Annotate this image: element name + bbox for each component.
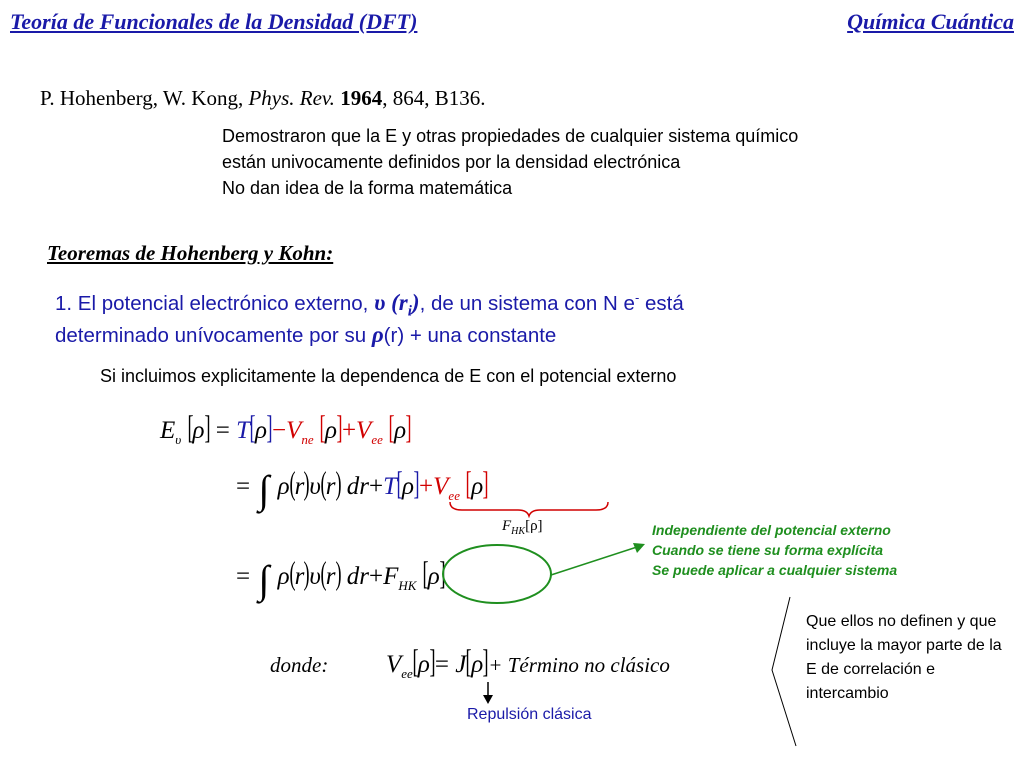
rho-symbol: ρ [371,322,384,347]
explicit-dependence-note: Si incluimos explicitamente la dependenca de E con el potencial externo [100,366,677,386]
eq1-minus: − [272,417,287,444]
eq3-equals: = [236,563,251,590]
repulsion-label: Repulsión clásica [467,706,592,723]
eq2-rho: ρ [277,473,290,500]
eq2-rp1: ) [303,466,310,502]
reference-year: 1964 [340,86,383,110]
eq3-upsilon: υ [309,563,321,590]
eq1-sub-v: υ [175,432,182,447]
brace-label-F: F [502,518,512,534]
eq2-r1: r [294,473,305,500]
eq3-integral: ∫ [258,557,270,602]
eq3-lp2: ( [320,556,327,592]
eq1-lb2: [ [249,410,256,446]
eq1-lb1: [ [186,410,194,446]
eq1-rb1: ] [203,410,211,446]
theorems-heading: Teoremas de Hohenberg y Kohn: [47,241,334,265]
eq4-sub-ee: ee [401,666,413,681]
theorem-text-c: está [639,292,684,315]
eq4-rb1: ] [429,644,436,680]
theorem-text-a: 1. El potencial electrónico externo, [55,292,369,315]
eq2-T: T [383,473,398,500]
green-arrow-line [551,546,640,575]
eq1-V2: V [356,417,372,444]
electron-sup: - [634,290,640,306]
eq3-F: F [383,563,399,590]
eq3-lp1: ( [289,556,296,592]
brace-label-arg: [ρ] [525,518,543,534]
eq2-lb2: [ [465,466,472,502]
eq1-sub-ne: ne [301,432,314,447]
note-line-2: están univocamente definidos por la densidad electrónica [222,152,681,172]
eq2-lp1: ( [289,466,296,502]
donde-label: donde: [270,653,329,677]
eq2-upsilon: υ [309,473,321,500]
green-notes [652,520,897,580]
eq3-rho2: ρ [427,563,440,590]
eq4-rb2: ] [482,644,489,680]
eq1-equals: = [215,417,230,444]
slide-title: Teoría de Funcionales de la Densidad (DFT) [10,9,418,34]
equation-donde [386,646,670,682]
eq3-rho: ρ [277,563,290,590]
eq1-rb2: ] [266,410,273,446]
theorem-text-b: , de un sistema con N e [419,292,635,315]
eq2-lb1: [ [396,466,403,502]
eq2-dr: dr [346,473,370,500]
eq2-r2: r [325,473,336,500]
theorem-text-d: determinado unívocamente por su [55,324,367,347]
eq3-plus: + [369,563,384,590]
potential-close: ) [411,290,420,315]
eq3-rb: ] [439,556,446,592]
eq4-lb2: [ [465,644,472,680]
green-note-2: Cuando se tiene su forma explícita [652,542,884,558]
eq4-termino: + Término no clásico [488,653,670,677]
eq1-rho3: ρ [324,417,337,444]
eq2-sub-ee: ee [448,488,460,503]
eq1-rho4: ρ [394,417,407,444]
theorem-text-e: (r) + una constante [383,324,557,347]
note-line-1: Demostraron que la E y otras propiedades de cualquier sistema químico [222,126,799,146]
potential-symbol: υ (r [374,290,408,315]
eq4-rho1: ρ [417,651,430,678]
eq3-r2: r [325,563,336,590]
note-line-3: No dan idea de la forma matemática [222,178,513,198]
reference-authors: P. Hohenberg, W. Kong, [40,86,244,110]
eq4-equals: = [434,651,449,678]
eq3-rp2: ) [335,556,342,592]
brace-label-sub: HK [511,526,526,537]
eq2-rp2: ) [335,466,342,502]
green-note-3: Se puede aplicar a cualquier sistema [652,562,898,578]
eq3-r1: r [294,563,305,590]
eq2-lp2: ( [320,466,327,502]
eq3-rp1: ) [303,556,310,592]
eq2-plus1: + [369,473,384,500]
eq4-V: V [386,651,402,678]
side-note: Que ellos no definen y que incluye la mayor parte de la E de correlación e intercambio [806,613,1002,702]
eq2-rho2: ρ [402,473,415,500]
eq3-dr: dr [346,563,370,590]
reference-journal: Phys. Rev. [248,86,335,110]
down-arrow-head [483,695,493,704]
eq2-equals: = [236,473,251,500]
eq2-plus2: + [419,473,434,500]
eq1-T: T [236,417,251,444]
eq2-V: V [433,473,449,500]
eq3-lb: [ [422,556,429,592]
eq1-rho1: ρ [192,417,205,444]
eq4-J: J [455,651,467,678]
eq1-lb3: [ [319,410,326,446]
eq1-sub-ee: ee [371,432,383,447]
eq4-lb1: [ [412,644,419,680]
eq2-rho3: ρ [471,473,484,500]
eq1-lb4: [ [388,410,395,446]
eq2-rb1: ] [413,466,420,502]
eq4-rho2: ρ [471,651,484,678]
eq1-rb3: ] [336,410,343,446]
side-note-bracket [772,597,796,746]
course-title: Química Cuántica [847,9,1014,34]
eq1-rb4: ] [405,410,412,446]
fhk-highlight-ellipse [443,545,551,603]
eq1-V1: V [286,417,302,444]
eq1-plus: + [341,417,357,444]
green-note-1: Independiente del potencial externo [652,522,891,538]
potential-index: i [407,303,412,320]
eq3-sub-HK: HK [398,578,417,593]
eq2-rb2: ] [482,466,489,502]
eq1-rho2: ρ [255,417,268,444]
eq2-integral: ∫ [258,467,270,512]
reference-pages: , 864, B136. [382,86,486,110]
eq1-E: E [160,417,176,444]
